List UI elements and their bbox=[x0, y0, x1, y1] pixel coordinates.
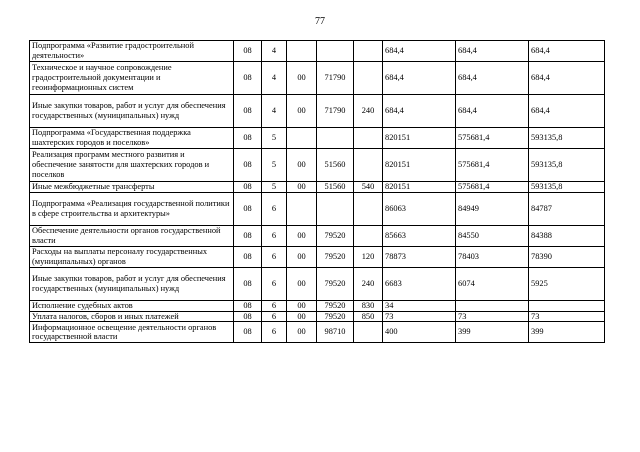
amount-year-3: 399 bbox=[529, 322, 605, 343]
row-name: Иные межбюджетные трансферты bbox=[30, 182, 234, 193]
amount-year-1: 684,4 bbox=[383, 95, 456, 128]
target-article-prefix: 00 bbox=[287, 225, 317, 246]
target-article-code: 51560 bbox=[317, 182, 354, 193]
target-article-code bbox=[317, 128, 354, 149]
amount-year-3: 5925 bbox=[529, 267, 605, 300]
amount-year-3: 684,4 bbox=[529, 62, 605, 95]
table-row bbox=[30, 225, 605, 246]
amount-year-2: 684,4 bbox=[456, 62, 529, 95]
amount-year-1: 684,4 bbox=[383, 62, 456, 95]
amount-year-3: 593135,8 bbox=[529, 128, 605, 149]
target-article-prefix: 00 bbox=[287, 149, 317, 182]
subsection-code: 5 bbox=[262, 149, 287, 182]
target-article-code: 51560 bbox=[317, 149, 354, 182]
row-name: Техническое и научное сопровождение градостроительной документации и геоинформационных систем bbox=[30, 62, 234, 95]
amount-year-1: 820151 bbox=[383, 182, 456, 193]
subsection-code: 6 bbox=[262, 267, 287, 300]
target-article-prefix: 00 bbox=[287, 62, 317, 95]
section-code: 08 bbox=[234, 267, 262, 300]
target-article-code: 79520 bbox=[317, 267, 354, 300]
amount-year-1: 73 bbox=[383, 311, 456, 322]
table-row bbox=[30, 246, 605, 267]
target-article-prefix: 00 bbox=[287, 246, 317, 267]
amount-year-2: 78403 bbox=[456, 246, 529, 267]
table-row bbox=[30, 267, 605, 300]
row-name: Уплата налогов, сборов и иных платежей bbox=[30, 311, 234, 322]
row-name: Исполнение судебных актов bbox=[30, 300, 234, 311]
target-article-code: 79520 bbox=[317, 225, 354, 246]
target-article-code: 79520 bbox=[317, 311, 354, 322]
expense-type-code bbox=[354, 149, 383, 182]
amount-year-1: 684,4 bbox=[383, 41, 456, 62]
target-article-prefix: 00 bbox=[287, 182, 317, 193]
row-name: Иные закупки товаров, работ и услуг для обеспечения государственных (муниципальных) нужд bbox=[30, 95, 234, 128]
table-row bbox=[30, 95, 605, 128]
row-name: Информационное освещение деятельности органов государственной власти bbox=[30, 322, 234, 343]
amount-year-3: 684,4 bbox=[529, 41, 605, 62]
amount-year-3: 78390 bbox=[529, 246, 605, 267]
amount-year-1: 78873 bbox=[383, 246, 456, 267]
amount-year-2: 399 bbox=[456, 322, 529, 343]
target-article-prefix: 00 bbox=[287, 267, 317, 300]
expense-type-code: 850 bbox=[354, 311, 383, 322]
expense-type-code bbox=[354, 128, 383, 149]
row-name: Подпрограмма «Развитие градостроительной деятельности» bbox=[30, 41, 234, 62]
expense-type-code bbox=[354, 322, 383, 343]
row-name: Расходы на выплаты персоналу государственных (муниципальных) органов bbox=[30, 246, 234, 267]
table-row bbox=[30, 311, 605, 322]
subsection-code: 5 bbox=[262, 128, 287, 149]
expense-type-code bbox=[354, 41, 383, 62]
table-row bbox=[30, 192, 605, 225]
section-code: 08 bbox=[234, 246, 262, 267]
amount-year-3: 84388 bbox=[529, 225, 605, 246]
section-code: 08 bbox=[234, 95, 262, 128]
amount-year-2: 73 bbox=[456, 311, 529, 322]
table-row bbox=[30, 300, 605, 311]
section-code: 08 bbox=[234, 182, 262, 193]
amount-year-1: 34 bbox=[383, 300, 456, 311]
target-article-prefix bbox=[287, 128, 317, 149]
amount-year-2: 6074 bbox=[456, 267, 529, 300]
amount-year-1: 86063 bbox=[383, 192, 456, 225]
subsection-code: 6 bbox=[262, 246, 287, 267]
subsection-code: 6 bbox=[262, 311, 287, 322]
amount-year-2: 684,4 bbox=[456, 95, 529, 128]
amount-year-3: 593135,8 bbox=[529, 182, 605, 193]
expense-type-code: 540 bbox=[354, 182, 383, 193]
section-code: 08 bbox=[234, 149, 262, 182]
amount-year-1: 400 bbox=[383, 322, 456, 343]
expense-type-code bbox=[354, 225, 383, 246]
amount-year-1: 820151 bbox=[383, 149, 456, 182]
section-code: 08 bbox=[234, 225, 262, 246]
amount-year-3 bbox=[529, 300, 605, 311]
target-article-code bbox=[317, 192, 354, 225]
section-code: 08 bbox=[234, 128, 262, 149]
row-name: Подпрограмма «Государственная поддержка шахтерских городов и поселков» bbox=[30, 128, 234, 149]
target-article-prefix bbox=[287, 41, 317, 62]
subsection-code: 6 bbox=[262, 322, 287, 343]
amount-year-2: 84550 bbox=[456, 225, 529, 246]
expense-type-code bbox=[354, 62, 383, 95]
row-name: Подпрограмма «Реализация государственной политики в сфере строительства и архитектуры» bbox=[30, 192, 234, 225]
amount-year-2 bbox=[456, 300, 529, 311]
row-name: Иные закупки товаров, работ и услуг для обеспечения государственных (муниципальных) нужд bbox=[30, 267, 234, 300]
subsection-code: 4 bbox=[262, 41, 287, 62]
target-article-code: 71790 bbox=[317, 95, 354, 128]
subsection-code: 5 bbox=[262, 182, 287, 193]
section-code: 08 bbox=[234, 62, 262, 95]
amount-year-2: 84949 bbox=[456, 192, 529, 225]
section-code: 08 bbox=[234, 41, 262, 62]
row-name: Обеспечение деятельности органов государственной власти bbox=[30, 225, 234, 246]
subsection-code: 6 bbox=[262, 192, 287, 225]
target-article-code: 71790 bbox=[317, 62, 354, 95]
target-article-prefix: 00 bbox=[287, 322, 317, 343]
page-number: 77 bbox=[315, 16, 325, 27]
amount-year-2: 684,4 bbox=[456, 41, 529, 62]
target-article-code: 79520 bbox=[317, 300, 354, 311]
section-code: 08 bbox=[234, 311, 262, 322]
budget-table bbox=[29, 40, 605, 343]
amount-year-3: 73 bbox=[529, 311, 605, 322]
amount-year-3: 684,4 bbox=[529, 95, 605, 128]
table-row bbox=[30, 41, 605, 62]
subsection-code: 6 bbox=[262, 300, 287, 311]
subsection-code: 6 bbox=[262, 225, 287, 246]
target-article-prefix: 00 bbox=[287, 95, 317, 128]
amount-year-2: 575681,4 bbox=[456, 128, 529, 149]
section-code: 08 bbox=[234, 300, 262, 311]
table-row bbox=[30, 322, 605, 343]
row-name: Реализация программ местного развития и обеспечение занятости для шахтерских городов и поселков bbox=[30, 149, 234, 182]
target-article-code: 79520 bbox=[317, 246, 354, 267]
section-code: 08 bbox=[234, 322, 262, 343]
expense-type-code: 240 bbox=[354, 95, 383, 128]
amount-year-3: 593135,8 bbox=[529, 149, 605, 182]
target-article-code: 98710 bbox=[317, 322, 354, 343]
subsection-code: 4 bbox=[262, 62, 287, 95]
table-row bbox=[30, 128, 605, 149]
target-article-prefix bbox=[287, 192, 317, 225]
expense-type-code: 240 bbox=[354, 267, 383, 300]
target-article-code bbox=[317, 41, 354, 62]
amount-year-1: 820151 bbox=[383, 128, 456, 149]
amount-year-2: 575681,4 bbox=[456, 182, 529, 193]
target-article-prefix: 00 bbox=[287, 300, 317, 311]
amount-year-3: 84787 bbox=[529, 192, 605, 225]
subsection-code: 4 bbox=[262, 95, 287, 128]
expense-type-code: 830 bbox=[354, 300, 383, 311]
amount-year-1: 85663 bbox=[383, 225, 456, 246]
table-row bbox=[30, 62, 605, 95]
section-code: 08 bbox=[234, 192, 262, 225]
table-row bbox=[30, 149, 605, 182]
target-article-prefix: 00 bbox=[287, 311, 317, 322]
table-row bbox=[30, 182, 605, 193]
expense-type-code: 120 bbox=[354, 246, 383, 267]
expense-type-code bbox=[354, 192, 383, 225]
amount-year-1: 6683 bbox=[383, 267, 456, 300]
amount-year-2: 575681,4 bbox=[456, 149, 529, 182]
